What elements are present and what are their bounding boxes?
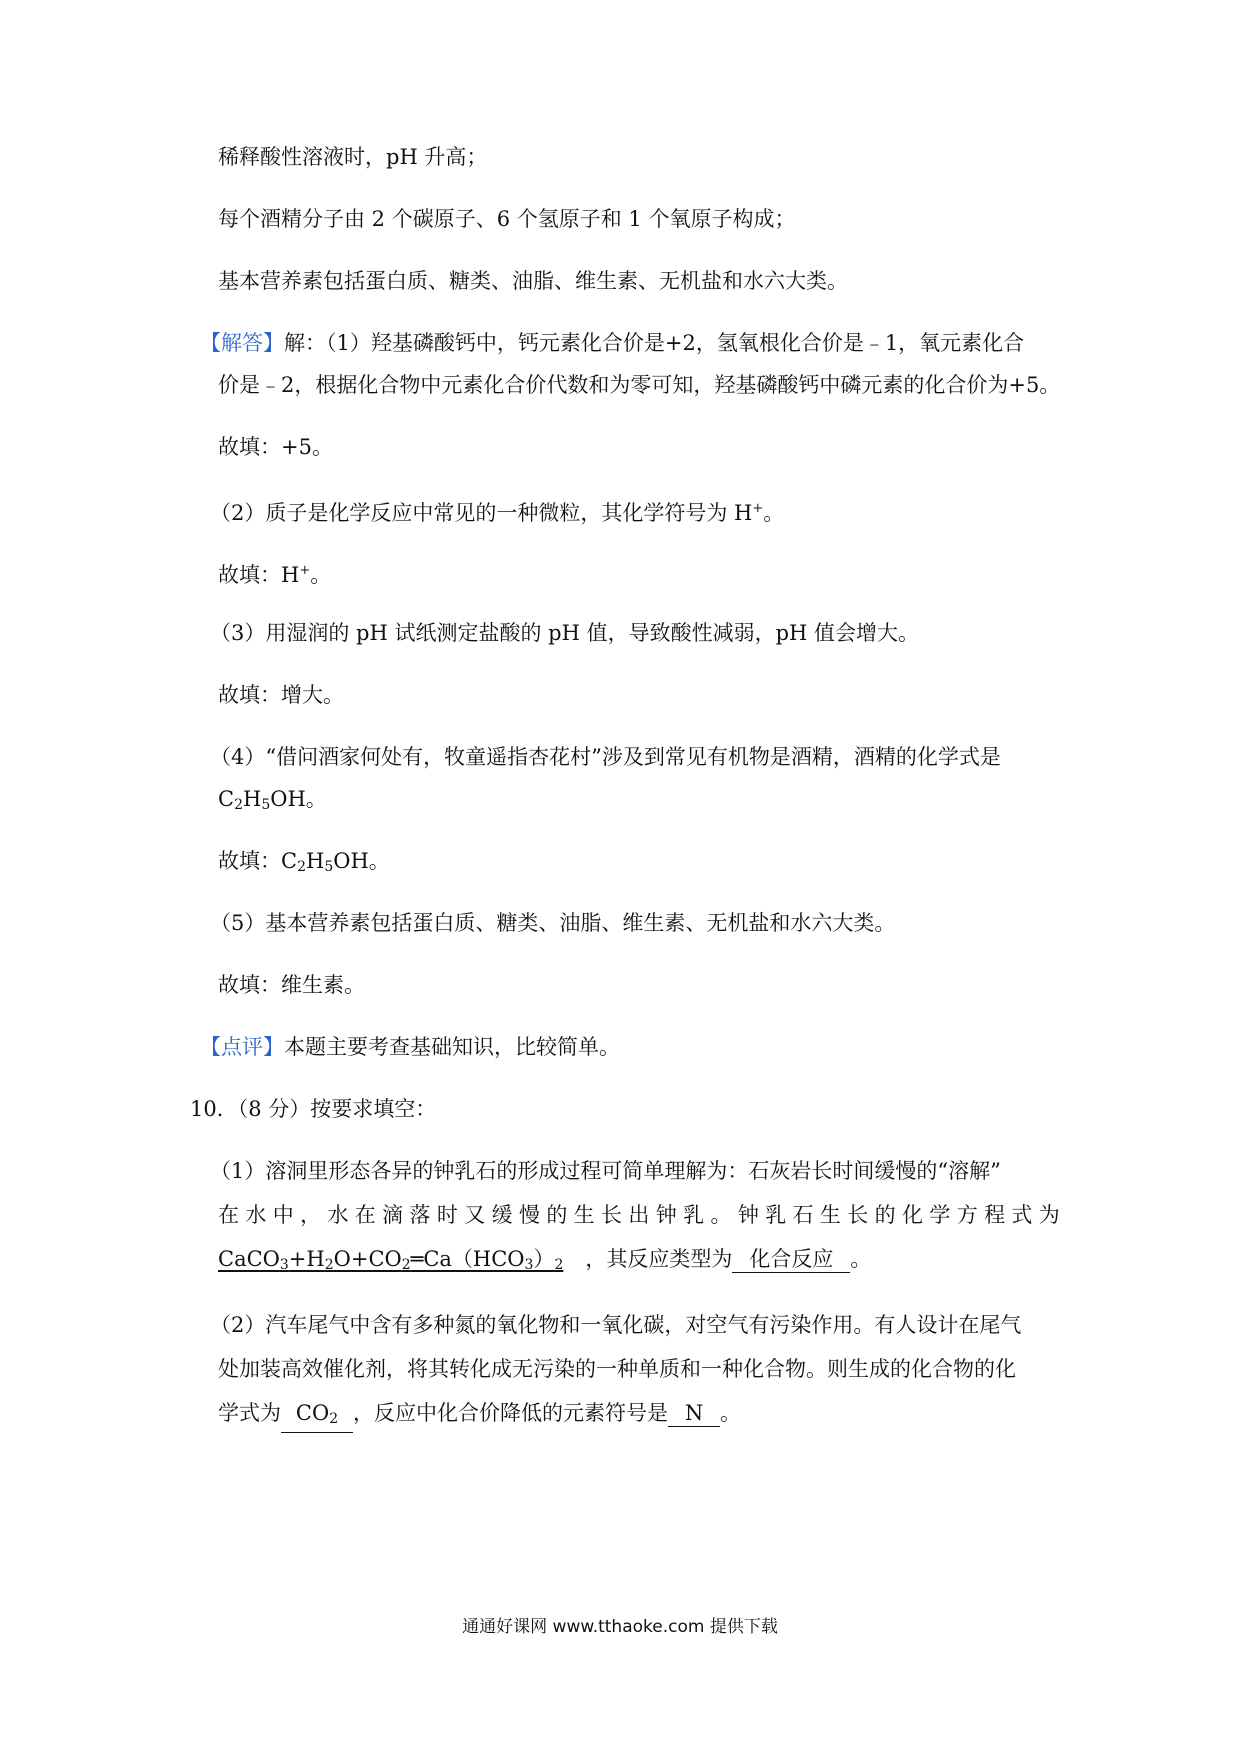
review-text: 本题主要考查基础知识，比较简单。	[284, 1035, 620, 1059]
fill-line	[218, 846, 390, 882]
eq-part: ）	[533, 1247, 555, 1271]
subscript: 2	[324, 1257, 334, 1273]
justified-char: 乳	[683, 1203, 705, 1227]
justified-line	[218, 1200, 1060, 1230]
text-line: （1）溶洞里形态各异的钟乳石的形成过程可简单理解为：石灰岩长时间缓慢的“溶解”	[210, 1159, 1001, 1183]
justified-char: 滴	[382, 1203, 404, 1227]
eq-part: O+CO	[333, 1247, 402, 1271]
text-part: C	[218, 787, 235, 811]
text-part: OH。	[270, 787, 327, 811]
eq-part: +H	[288, 1247, 325, 1271]
text-part: 学式为	[218, 1401, 281, 1425]
justified-char: 的	[874, 1203, 896, 1227]
justified-char: 。	[710, 1203, 732, 1227]
justified-char: 又	[464, 1203, 486, 1227]
text-part: H	[243, 787, 262, 811]
subscript: 3	[279, 1257, 289, 1273]
justified-char: 式	[1011, 1203, 1033, 1227]
text-line	[210, 494, 784, 528]
answer-blank: N	[668, 1400, 720, 1427]
formula-line	[218, 784, 327, 820]
subscript: 5	[324, 859, 334, 875]
justified-char: 长	[601, 1203, 623, 1227]
fill-line	[218, 556, 331, 590]
answer-text: 解：（1）羟基磷酸钙中，钙元素化合价是+2，氢氧根化合价是﹣1，氧元素化合	[284, 331, 1025, 355]
text-part: OH。	[333, 849, 390, 873]
text-line: （3）用湿润的 pH 试纸测定盐酸的 pH 值，导致酸性减弱，pH 值会增大。	[210, 621, 920, 645]
justified-char: 缓	[491, 1203, 513, 1227]
review-tag: 【点评】	[200, 1035, 284, 1059]
fill-line: 故填：维生素。	[218, 973, 365, 997]
subscript: 2	[297, 859, 306, 875]
justified-char: 水	[245, 1203, 267, 1227]
answer-blank	[281, 1400, 353, 1433]
justified-char: 石	[792, 1203, 814, 1227]
justified-char: 乳	[765, 1203, 787, 1227]
subscript: 3	[524, 1257, 534, 1273]
text-line: 处加装高效催化剂，将其转化成无污染的一种单质和一种化合物。则生成的化合物的化	[218, 1357, 1016, 1381]
page-footer: 通通好课网 www.tthaoke.com 提供下载	[462, 1617, 778, 1637]
text-part: 。	[720, 1401, 741, 1425]
answer-blank: 化合反应	[732, 1246, 850, 1273]
text-line	[218, 1398, 741, 1433]
review-line	[200, 1032, 620, 1062]
justified-char: 为	[1038, 1203, 1060, 1227]
answer-line	[200, 328, 1024, 358]
justified-char: 化	[901, 1203, 923, 1227]
text-part: 。	[763, 501, 785, 525]
text-line: 价是﹣2，根据化合物中元素化合价代数和为零可知，羟基磷酸钙中磷元素的化合价为+5。	[218, 373, 1061, 397]
justified-char: 落	[409, 1203, 431, 1227]
equation-line	[218, 1244, 871, 1280]
text-part: 。	[850, 1247, 872, 1271]
superscript: +	[752, 501, 764, 516]
justified-char: 生	[819, 1203, 841, 1227]
justified-char: 长	[847, 1203, 869, 1227]
fill-line: 故填：增大。	[218, 683, 344, 707]
justified-char: 在	[354, 1203, 376, 1227]
superscript: +	[299, 563, 311, 578]
text-part: 故填：H	[218, 563, 300, 587]
text-part: 。	[310, 563, 332, 587]
equation	[218, 1247, 585, 1271]
text-line: （2）汽车尾气中含有多种氮的氧化物和一氧化碳，对空气有污染作用。有人设计在尾气	[210, 1313, 1022, 1337]
justified-char: 出	[628, 1203, 650, 1227]
eq-part: CaCO	[218, 1247, 280, 1271]
text-part: ，反应中化合价降低的元素符号是	[353, 1401, 668, 1425]
justified-char: ，	[300, 1203, 322, 1227]
justified-char: 的	[546, 1203, 568, 1227]
text-part: H	[306, 849, 325, 873]
text-part: （2）质子是化学反应中常见的一种微粒，其化学符号为 H	[210, 501, 753, 525]
fill-line: 故填：+5。	[218, 435, 333, 459]
justified-char: 钟	[737, 1203, 759, 1227]
text-line: （5）基本营养素包括蛋白质、糖类、油脂、维生素、无机盐和水六大类。	[210, 911, 896, 935]
subscript: 2	[329, 1411, 339, 1427]
subscript: 2	[401, 1257, 411, 1273]
text-line: 每个酒精分子由 2 个碳原子、6 个氢原子和 1 个氧原子构成；	[218, 207, 796, 231]
eq-part: ═Ca（HCO	[410, 1247, 525, 1271]
text-line: 基本营养素包括蛋白质、糖类、油脂、维生素、无机盐和水六大类。	[218, 269, 848, 293]
justified-char: 水	[327, 1203, 349, 1227]
justified-char: 学	[929, 1203, 951, 1227]
justified-char: 程	[984, 1203, 1006, 1227]
justified-char: 钟	[655, 1203, 677, 1227]
text-part: 故填：C	[218, 849, 298, 873]
answer-tag: 【解答】	[200, 331, 284, 355]
justified-char: 中	[272, 1203, 294, 1227]
subscript: 2	[234, 797, 243, 813]
text-line: 稀释酸性溶液时，pH 升高；	[218, 145, 488, 169]
subscript: 2	[554, 1257, 564, 1273]
question-title: 10．（8 分）按要求填空：	[190, 1097, 437, 1121]
text-part: ，其反应类型为	[585, 1247, 733, 1271]
justified-char: 时	[436, 1203, 458, 1227]
text-part: CO	[295, 1401, 330, 1425]
justified-char: 在	[218, 1203, 239, 1227]
justified-char: 慢	[518, 1203, 540, 1227]
justified-char: 生	[573, 1203, 595, 1227]
subscript: 5	[261, 797, 271, 813]
text-line: （4）“借问酒家何处有，牧童遥指杏花村”涉及到常见有机物是酒精，酒精的化学式是	[210, 745, 1001, 769]
justified-char: 方	[956, 1203, 978, 1227]
